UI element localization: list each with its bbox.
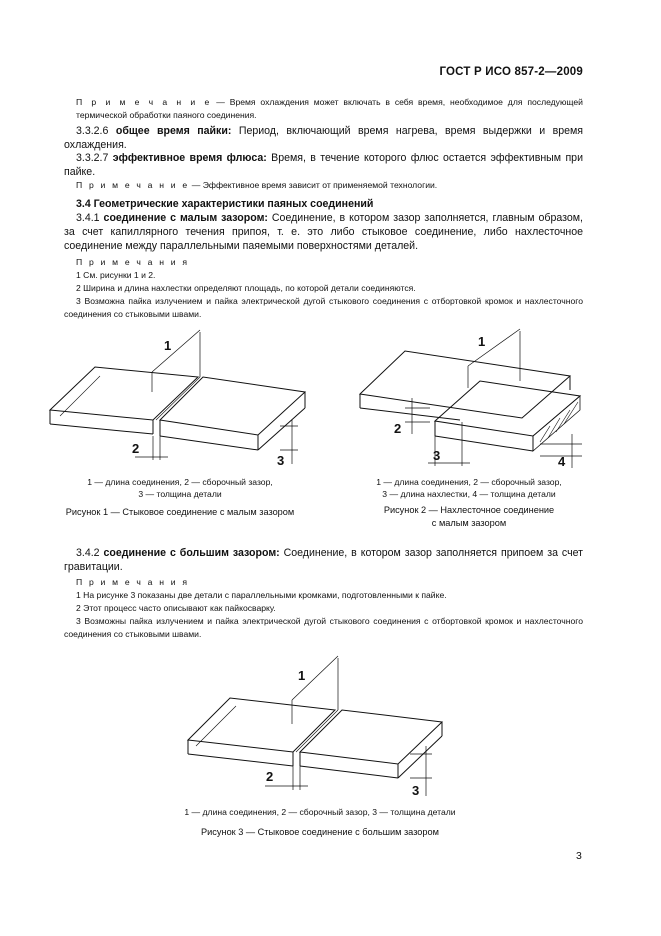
- figure-2-title: [360, 504, 578, 530]
- note-item: 2 Ширина и длина нахлестки определяют площадь, по которой детали соединяются.: [76, 283, 416, 293]
- note-item: 3 Возможны пайка излучением и пайка электрической дугой стыкового соединения с отбортовкой кромок и нахлесточного соединения со стыковыми швами.: [64, 616, 583, 639]
- notes-3-4-1: [64, 256, 583, 321]
- fig1-label-1: 1: [164, 338, 172, 353]
- title-line: с малым зазором: [431, 518, 507, 528]
- figure-3-legend: 1 — длина соединения, 2 — сборочный зазор, 3 — толщина детали: [184, 807, 456, 817]
- note-item: 3 Возможна пайка излучением и пайка электрической дугой стыкового соединения с отбортовкой кромок и нахлесточного соединения со стыковыми швами.: [64, 296, 583, 319]
- note-text: — Эффективное время зависит от применяемой технологии.: [189, 180, 438, 190]
- clause-number: 3.3.2.7: [76, 152, 109, 164]
- fig2-label-3: 3: [433, 448, 441, 463]
- clause-term: соединение с малым зазором:: [103, 212, 268, 224]
- note-text: — Время охлаждения может включать в себя время, необходимое для последующей термической обработки паяного соединения.: [76, 97, 583, 120]
- fig3-label-3: 3: [412, 783, 420, 798]
- notes-label: П р и м е ч а н и я: [76, 577, 190, 587]
- figure-2-drawing: [350, 326, 590, 471]
- page-number: 3: [576, 850, 582, 862]
- note-flux-time: [76, 179, 583, 192]
- note-label: П р и м е ч а н и е: [76, 180, 190, 190]
- fig3-label-1: 1: [298, 668, 306, 683]
- legend-line: 1 — длина соединения, 2 — сборочный зазор,: [87, 477, 273, 487]
- note-label: П р и м е ч а н и е: [76, 97, 212, 107]
- fig2-label-2: 2: [394, 421, 402, 436]
- note-item: 1 На рисунке 3 показаны две детали с параллельными кромками, подготовленными к пайке.: [76, 590, 447, 600]
- fig1-label-2: 2: [132, 441, 140, 456]
- legend-line: 3 — толщина детали: [138, 489, 222, 499]
- notes-3-4-2: [64, 576, 583, 641]
- clause-text: Период, включающий время нагрева, время выдержки и время охлаждения.: [64, 125, 583, 151]
- notes-label: П р и м е ч а н и я: [76, 257, 190, 267]
- clause-text: Время, в течение которого флюс остается эффективным при пайке.: [64, 152, 583, 178]
- note-item: 2 Этот процесс часто описывают как пайкосварку.: [76, 603, 276, 613]
- fig3-label-2: 2: [266, 769, 274, 784]
- fig1-label-3: 3: [277, 453, 285, 468]
- clause-3-3-2-6: [64, 124, 583, 152]
- clause-term: соединение с большим зазором:: [103, 547, 280, 559]
- clause-number: 3.4.1: [76, 212, 100, 224]
- figure-2-legend: [360, 476, 578, 500]
- clause-text: Соединение, в котором зазор заполняется, главным образом, за счет капиллярного течения припоя, т. е. это либо стыковое соединение, либо нахлесточное соединение между параллельными паяемыми поверхностями деталей.: [64, 212, 584, 252]
- figure-3-drawing: [180, 654, 450, 804]
- figure-1-drawing: [40, 322, 310, 472]
- clause-number: 3.4.2: [76, 547, 100, 559]
- note-cooling-time: [76, 96, 583, 122]
- clause-text: Соединение, в котором зазор заполняется припоем за счет гравитации.: [64, 547, 583, 573]
- legend-line: 3 — длина нахлестки, 4 — толщина детали: [382, 489, 556, 499]
- fig2-label-4: 4: [558, 454, 566, 469]
- figure-1-legend: [40, 476, 320, 500]
- clause-3-4-1: [64, 211, 583, 253]
- title-line: Рисунок 2 — Нахлесточное соединение: [383, 505, 555, 515]
- clause-term: эффективное время флюса:: [112, 152, 267, 164]
- clause-number: 3.3.2.6: [76, 125, 109, 137]
- document-header: ГОСТ Р ИСО 857-2—2009: [439, 66, 583, 78]
- fig2-label-1: 1: [478, 334, 486, 349]
- clause-3-3-2-7: [64, 151, 583, 179]
- legend-line: 1 — длина соединения, 2 — сборочный зазор,: [376, 477, 562, 487]
- clause-3-4-2: [64, 546, 583, 574]
- clause-term: общее время пайки:: [115, 125, 232, 137]
- note-item: 1 См. рисунки 1 и 2.: [76, 270, 156, 280]
- section-3-4-heading: 3.4 Геометрические характеристики паяных соединений: [76, 198, 374, 210]
- figure-1-title: Рисунок 1 — Стыковое соединение с малым зазором: [65, 507, 295, 517]
- figure-3-title: Рисунок 3 — Стыковое соединение с большим зазором: [201, 827, 439, 837]
